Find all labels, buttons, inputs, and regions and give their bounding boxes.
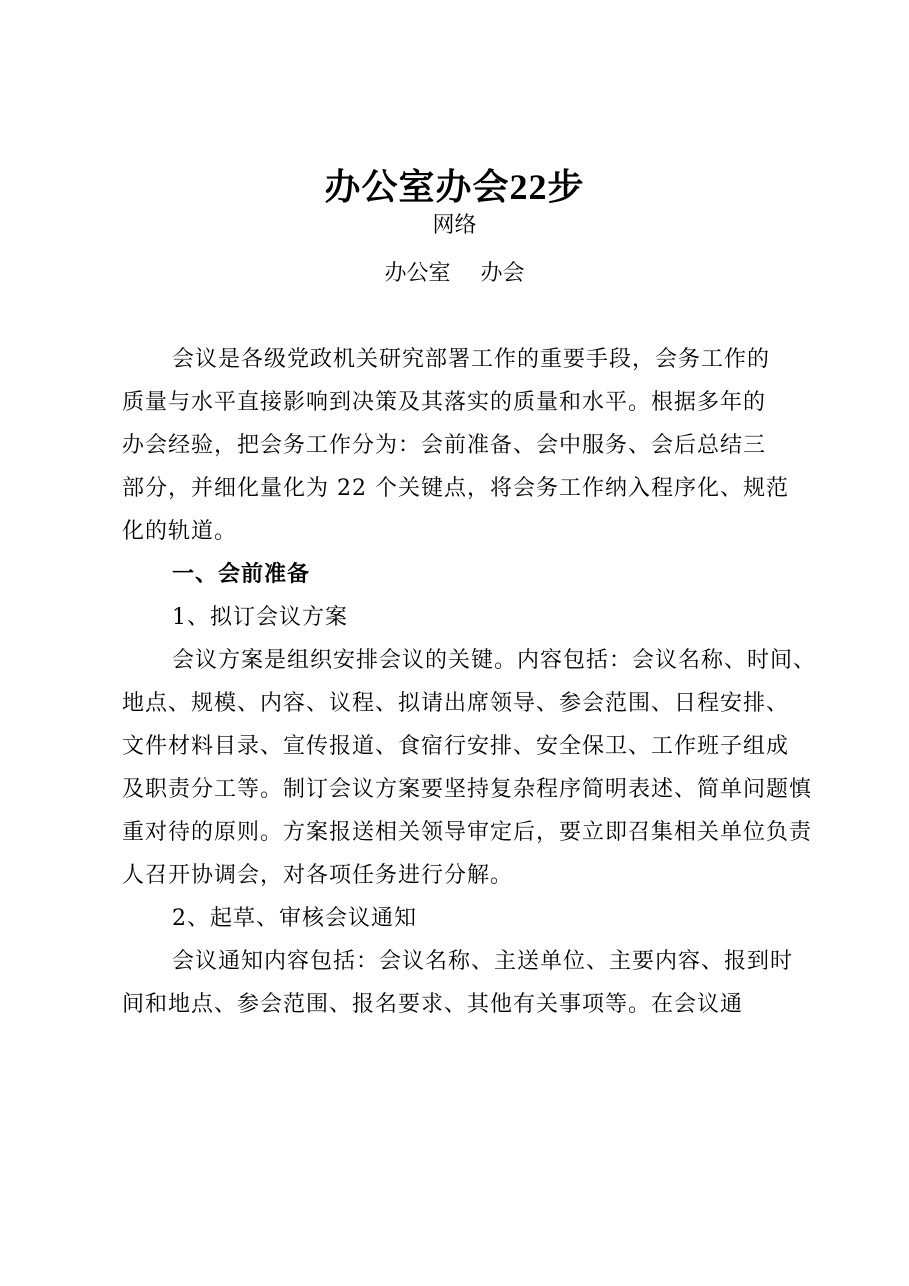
text-line: 会议方案是组织安排会议的关键。内容包括：会议名称、时间、 [172,648,817,673]
text-line: 会议是各级党政机关研究部署工作的重要手段，会务工作的 [172,347,771,372]
subsection-heading: 2、起草、审核会议通知 [172,906,417,931]
text-line: 及职责分工等。制订会议方案要坚持复杂程序简明表述、简单问题慎 [122,777,813,802]
text-line: 间和地点、参会范围、报名要求、其他有关事项等。在会议通 [122,992,744,1017]
text-line: 重对待的原则。方案报送相关领导审定后，要立即召集相关单位负责 [122,820,813,845]
text-line: 文件材料目录、宣传报道、食宿行安排、安全保卫、工作班子组成 [122,734,790,759]
text-line: 会议通知内容包括：会议名称、主送单位、主要内容、报到时 [172,949,794,974]
text-line: 化的轨道。 [122,519,238,544]
text-line: 地点、规模、内容、议程、拟请出席领导、参会范围、日程安排、 [122,691,790,716]
document-body [122,338,842,1026]
document-title: 办公室办会22步 [324,167,585,207]
keyword: 办公室 [384,261,451,286]
section-heading: 一、会前准备 [172,561,311,587]
text-line: 人召开协调会，对各项任务进行分解。 [122,863,514,888]
text-line: 质量与水平直接影响到决策及其落实的质量和水平。根据多年的 [122,390,767,415]
document-source: 网络 [432,213,477,238]
text-line: 办会经验，把会务工作分为：会前准备、会中服务、会后总结三 [122,433,767,458]
text-line: 部分，并细化量化为 22 个关键点，将会务工作纳入程序化、规范 [122,476,789,501]
document-keywords [0,258,909,290]
subsection-heading: 1、拟订会议方案 [172,605,348,630]
keyword: 办会 [480,261,525,286]
